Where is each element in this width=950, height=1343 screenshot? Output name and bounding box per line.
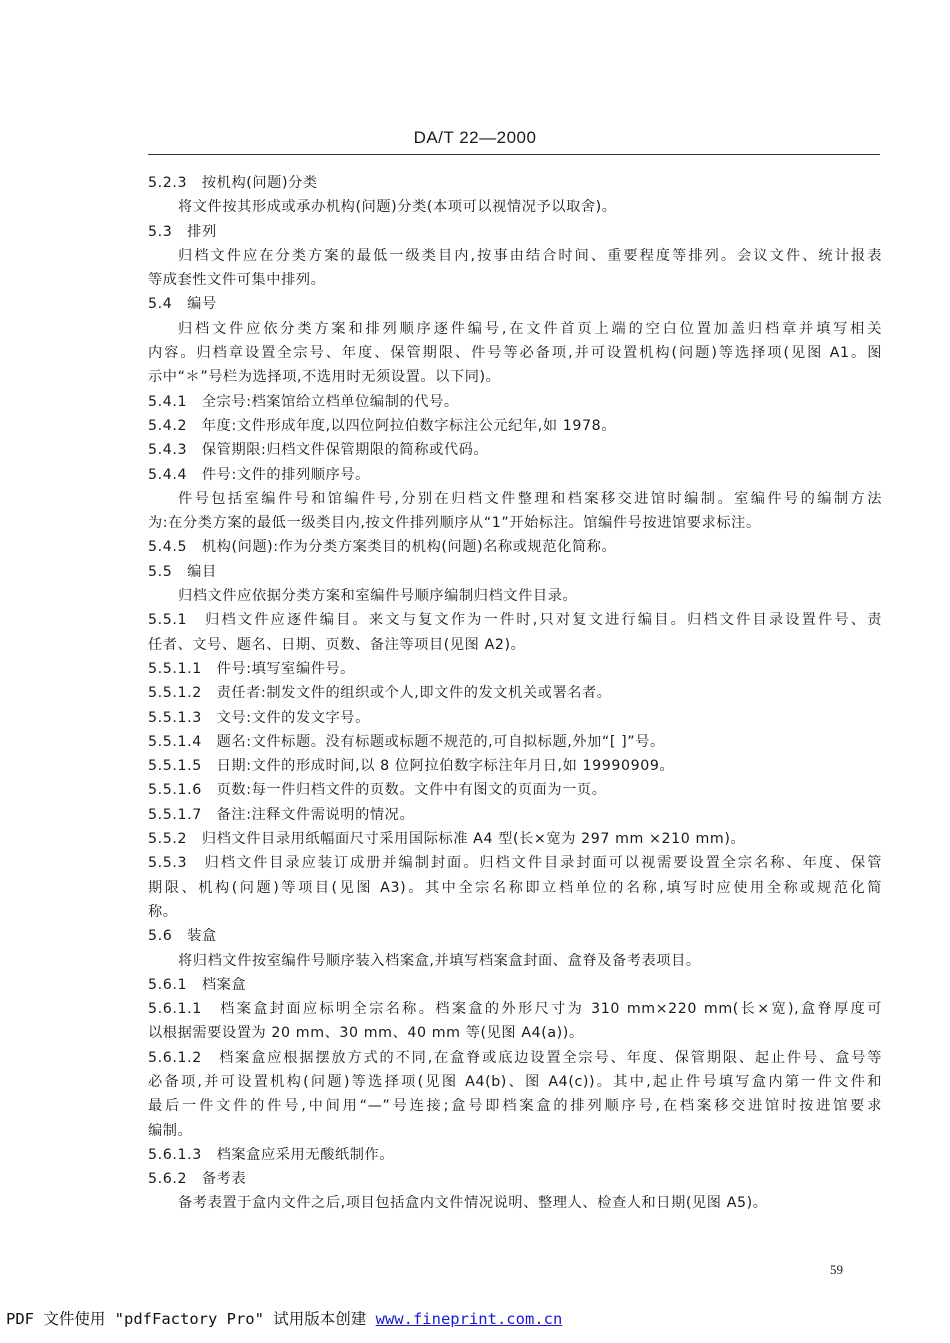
paragraph-line: 等成套性文件可集中排列。 <box>148 272 326 289</box>
clause-5-5-1-4: 5.5.1.4 题名:文件标题。没有标题或标题不规范的,可自拟标题,外加“[ ]”号。 <box>148 733 665 750</box>
paragraph-line: 归档文件应依分类方案和排列顺序逐件编号,在文件首页上端的空白位置加盖归档章并填写相关 <box>178 320 882 337</box>
paragraph-line: 件号包括室编件号和馆编件号,分别在归档文件整理和档案移交进馆时编制。室编件号的编制方法 <box>178 490 882 507</box>
clause-5-5-3: 5.5.3 归档文件目录应装订成册并编制封面。归档文件目录封面可以视需要设置全宗名称、年度、保管 <box>148 855 882 872</box>
paragraph-line: 归档文件应依据分类方案和室编件号顺序编制归档文件目录。 <box>178 588 578 605</box>
clause-5-4-3: 5.4.3 保管期限:归档文件保管期限的简称或代码。 <box>148 442 489 459</box>
clause-5-5-1-3: 5.5.1.3 文号:文件的发文字号。 <box>148 709 370 726</box>
clause-5-6-1-1: 5.6.1.1 档案盒封面应标明全宗名称。档案盒的外形尺寸为 310 mm×220 mm(长×宽),盒脊厚度可 <box>148 1001 882 1018</box>
header-rule <box>148 154 880 155</box>
clause-5-4-2: 5.4.2 年度:文件形成年度,以四位阿拉伯数字标注公元纪年,如 1978。 <box>148 417 617 434</box>
clause-5-4-4: 5.4.4 件号:文件的排列顺序号。 <box>148 466 370 483</box>
clause-5-5-1: 5.5.1 归档文件应逐件编目。来文与复文作为一件时,只对复文进行编目。归档文件目录设置件号、责 <box>148 612 882 629</box>
clause-5-6-1-2: 5.6.1.2 档案盒应根据摆放方式的不同,在盒脊或底边设置全宗号、年度、保管期限、起止件号、盒号等 <box>148 1049 882 1066</box>
paragraph-line: 任者、文号、题名、日期、页数、备注等项目(见图 A2)。 <box>148 636 526 653</box>
clause-5-5-2: 5.5.2 归档文件目录用纸幅面尺寸采用国际标准 A4 型(长×宽为 297 mm ×210 mm)。 <box>148 831 746 848</box>
paragraph-line: 以根据需要设置为 20 mm、30 mm、40 mm 等(见图 A4(a))。 <box>148 1025 584 1042</box>
paragraph-line: 备考表置于盒内文件之后,项目包括盒内文件情况说明、整理人、检查人和日期(见图 A5)。 <box>178 1195 768 1212</box>
footer-text: PDF 文件使用 "pdfFactory Pro" 试用版本创建 <box>6 1310 376 1328</box>
heading-5-4: 5.4 编号 <box>148 296 217 313</box>
heading-5-2-3: 5.2.3 按机构(问题)分类 <box>148 175 318 191</box>
clause-5-5-1-1: 5.5.1.1 件号:填写室编件号。 <box>148 660 356 677</box>
pdf-footer <box>6 1307 946 1329</box>
paragraph-line: 将归档文件按室编件号顺序装入档案盒,并填写档案盒封面、盒脊及备考表项目。 <box>178 952 701 969</box>
heading-5-5: 5.5 编目 <box>148 563 217 580</box>
heading-5-6-1: 5.6.1 档案盒 <box>148 976 247 993</box>
heading-5-6-2: 5.6.2 备考表 <box>148 1171 247 1188</box>
clause-5-5-1-6: 5.5.1.6 页数:每一件归档文件的页数。文件中有图文的页面为一页。 <box>148 782 607 799</box>
paragraph-line: 称。 <box>148 903 178 920</box>
paragraph-line: 归档文件应在分类方案的最低一级类目内,按事由结合时间、重要程度等排列。会议文件、统计报表 <box>178 247 882 264</box>
heading-5-3: 5.3 排列 <box>148 223 217 240</box>
footer-link[interactable]: www.fineprint.com.cn <box>375 1310 563 1328</box>
paragraph-line: 示中“＊”号栏为选择项,不选用时无须设置。以下同)。 <box>148 369 501 386</box>
paragraph-line: 编制。 <box>148 1122 193 1139</box>
clause-5-5-1-5: 5.5.1.5 日期:文件的形成时间,以 8 位阿拉伯数字标注年月日,如 19990909。 <box>148 758 675 775</box>
paragraph-line: 必备项,并可设置机构(问题)等选择项(见图 A4(b)、图 A4(c))。其中,起止件号填写盒内第一件文件和 <box>148 1073 882 1090</box>
heading-5-6: 5.6 装盒 <box>148 928 217 945</box>
clause-5-5-1-7: 5.5.1.7 备注:注释文件需说明的情况。 <box>148 806 415 823</box>
paragraph-line: 内容。归档章设置全宗号、年度、保管期限、件号等必备项,并可设置机构(问题)等选择项(见图 A1。图 <box>148 345 882 362</box>
clause-5-4-5: 5.4.5 机构(问题):作为分类方案类目的机构(问题)名称或规范化简称。 <box>148 539 617 556</box>
page-number: 59 <box>830 1262 843 1277</box>
body-text <box>148 171 882 1216</box>
paragraph-line: 期限、机构(问题)等项目(见图 A3)。其中全宗名称即立档单位的名称,填写时应使用全称或规范化简 <box>148 879 882 896</box>
paragraph-line: 将文件按其形成或承办机构(问题)分类(本项可以视情况予以取舍)。 <box>178 199 617 216</box>
standard-header: DA/T 22—2000 <box>413 128 537 147</box>
paragraph-line: 为:在分类方案的最低一级类目内,按文件排列顺序从“1”开始标注。馆编件号按进馆要求标注。 <box>148 515 761 532</box>
clause-5-5-1-2: 5.5.1.2 责任者:制发文件的组织或个人,即文件的发文机关或署名者。 <box>148 685 612 702</box>
clause-5-6-1-3: 5.6.1.3 档案盒应采用无酸纸制作。 <box>148 1146 395 1163</box>
paragraph-line: 最后一件文件的件号,中间用“—”号连接;盒号即档案盒的排列顺序号,在档案移交进馆时按进馆要求 <box>148 1098 882 1115</box>
clause-5-4-1: 5.4.1 全宗号:档案馆给立档单位编制的代号。 <box>148 393 459 410</box>
